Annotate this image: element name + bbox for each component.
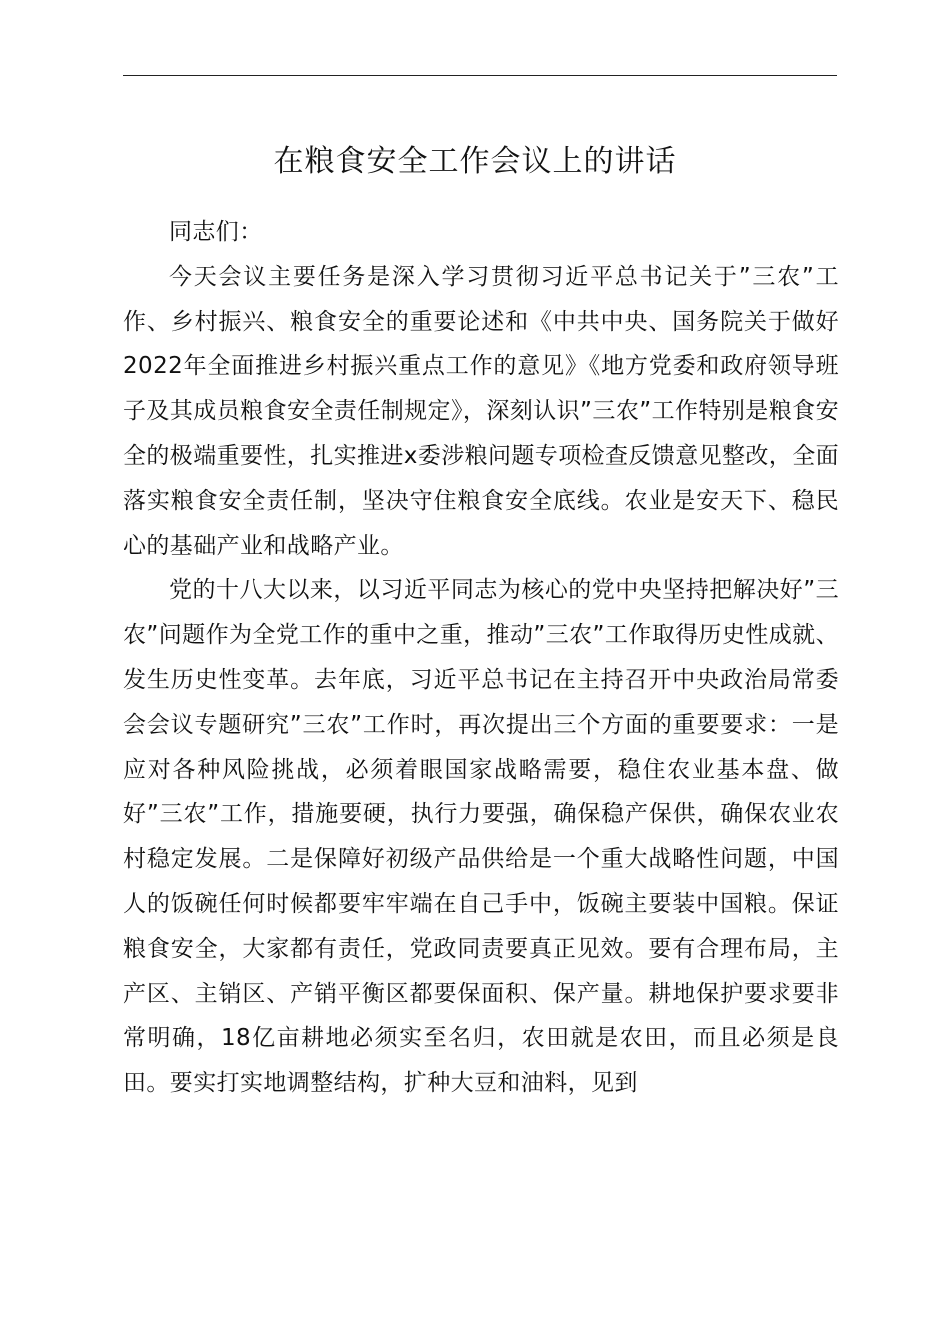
header-rule [123, 75, 837, 76]
paragraph-1: 今天会议主要任务是深入学习贯彻习近平总书记关于”三农”工作、乡村振兴、粮食安全的重要论述和《中共中央、国务院关于做好2022年全面推进乡村振兴重点工作的意见》《地方党委和政府领导班子及其成员粮食安全责任制规定》，深刻认识”三农”工作特别是粮食安全的极端重要性，扎实推进x委涉粮问题专项检查反馈意见整改，全面落实粮食安全责任制，坚决守住粮食安全底线。农业是安天下、稳民心的基础产业和战略产业。 [123, 263, 840, 559]
document-body [123, 210, 839, 1106]
document-title: 在粮食安全工作会议上的讲话 [273, 144, 677, 179]
salutation: 同志们： [169, 219, 263, 245]
paragraph-2: 党的十八大以来，以习近平同志为核心的党中央坚持把解决好”三农”问题作为全党工作的重中之重，推动”三农”工作取得历史性成就、发生历史性变革。去年底，习近平总书记在主持召开中央政治局常委会会议专题研究”三农”工作时，再次提出三个方面的重要要求：一是应对各种风险挑战，必须着眼国家战略需要，稳住农业基本盘、做好”三农”工作，措施要硬，执行力要强，确保稳产保供，确保农业农村稳定发展。二是保障好初级产品供给是一个重大战略性问题，中国人的饭碗任何时候都要牢牢端在自己手中，饭碗主要装中国粮。保证粮食安全，大家都有责任，党政同责要真正见效。要有合理布局，主产区、主销区、产销平衡区都要保面积、保产量。耕地保护要求要非常明确，18亿亩耕地必须实至名归，农田就是农田，而且必须是良田。要实打实地调整结构，扩种大豆和油料，见到 [123, 577, 839, 1097]
